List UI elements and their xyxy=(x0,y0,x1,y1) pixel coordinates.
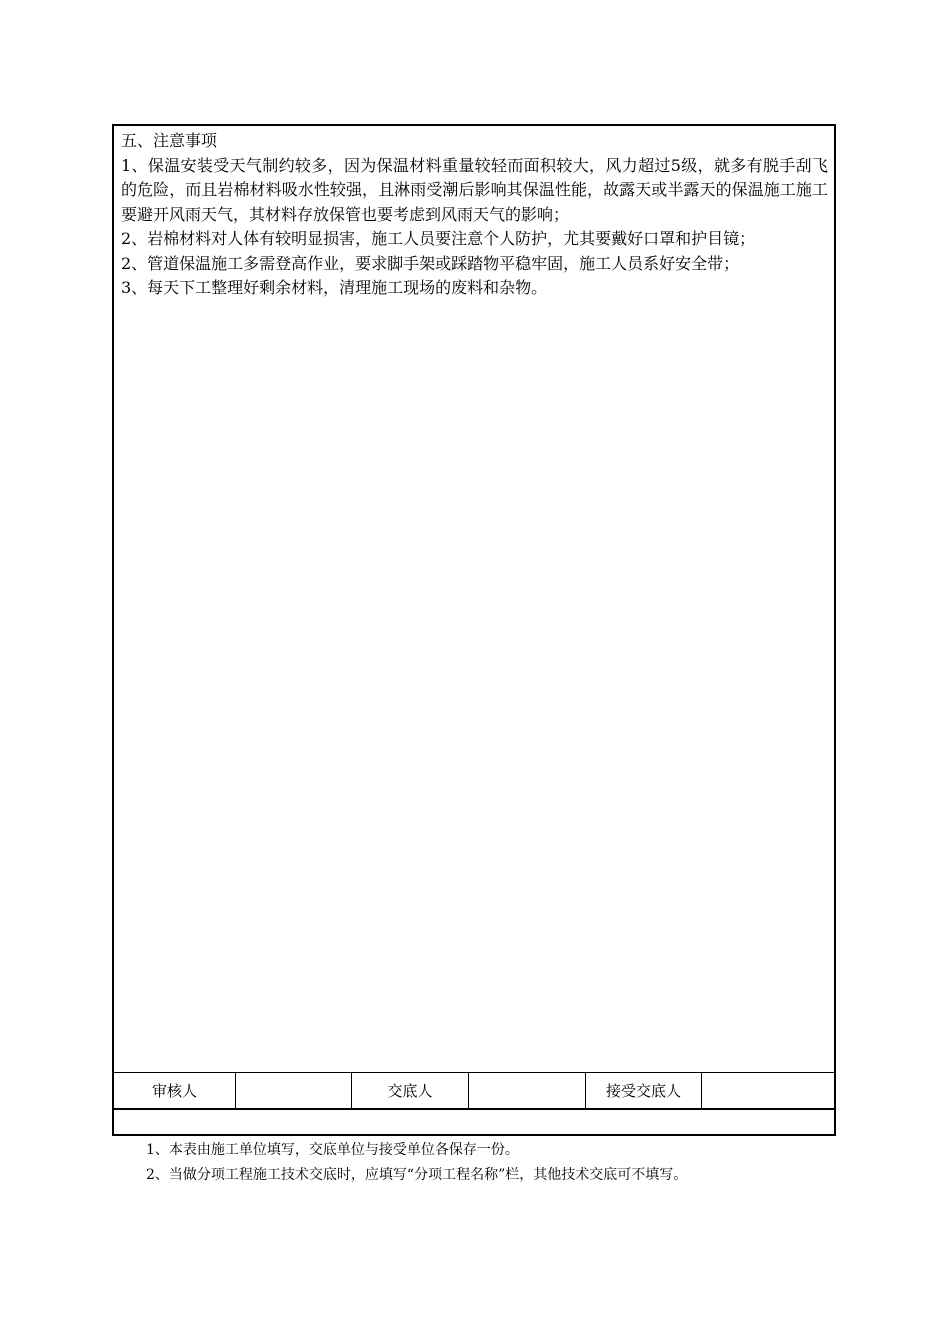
handover-person-label: 交底人 xyxy=(352,1073,469,1108)
precaution-item-height-work: 2、管道保温施工多需登高作业，要求脚手架或踩踏物平稳牢固，施工人员系好安全带； xyxy=(121,253,740,273)
signature-row xyxy=(114,1072,834,1110)
reviewer-label: 审核人 xyxy=(114,1073,236,1108)
footnote-2: 2、当做分项工程施工技术交底时，应填写“分项工程名称”栏，其他技术交底可不填写。 xyxy=(146,1167,688,1183)
form-footnotes xyxy=(146,1138,846,1188)
precautions-section xyxy=(114,126,834,1072)
precaution-item-weather: 1、保温安装受天气制约较多，因为保温材料重量较轻而面积较大，风力超过5级，就多有脱手刮飞的危险，而且岩棉材料吸水性较强，且淋雨受潮后影响其保温性能，故露天或半露天的保温施工施工要避开风雨天气，其材料存放保管也要考虑到风雨天气的影响； xyxy=(121,155,828,224)
disclosure-form-table xyxy=(112,124,836,1136)
reviewer-field[interactable] xyxy=(236,1073,352,1108)
handover-person-field[interactable] xyxy=(469,1073,586,1108)
receiver-label: 接受交底人 xyxy=(586,1073,702,1108)
precaution-item-protection: 2、岩棉材料对人体有较明显损害，施工人员要注意个人防护，尤其要戴好口罩和护目镜； xyxy=(121,229,756,248)
precautions-heading: 五、注意事项 xyxy=(121,131,218,150)
footnote-1: 1、本表由施工单位填写，交底单位与接受单位各保存一份。 xyxy=(146,1142,519,1158)
precaution-item-cleanup: 3、每天下工整理好剩余材料，清理施工现场的废料和杂物。 xyxy=(121,278,548,297)
receiver-field[interactable] xyxy=(702,1073,834,1108)
